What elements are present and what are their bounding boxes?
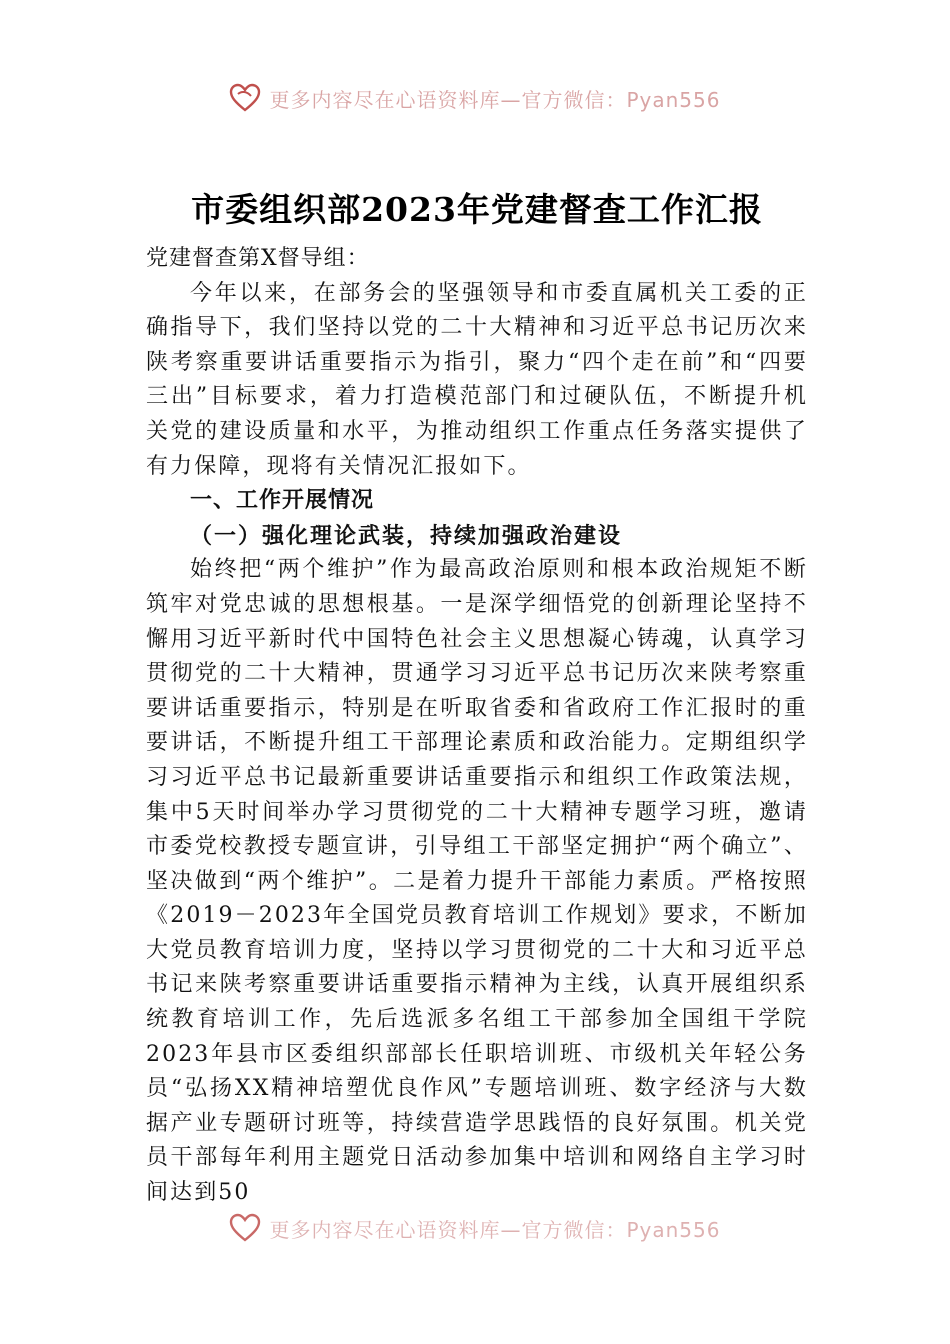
section-heading-1: 一、工作开展情况: [190, 488, 375, 514]
document-title: 市委组织部2023年党建督查工作汇报: [191, 190, 763, 229]
document-page: [146, 186, 808, 1211]
subsection-heading-1: （一）强化理论武装，持续加强政治建设: [190, 522, 623, 549]
watermark-text: 更多内容尽在心语资料库—官方微信：Pyan556: [269, 87, 721, 112]
watermark-header: [0, 82, 950, 114]
salutation: 党建督查第X督导组：: [146, 246, 370, 271]
heart-logo-icon: [229, 1212, 261, 1244]
watermark-text: 更多内容尽在心语资料库—官方微信：Pyan556: [269, 1217, 721, 1242]
watermark-footer: [0, 1212, 950, 1244]
heart-logo-icon: [229, 82, 261, 114]
subsection-body-1: 始终把“两个维护”作为最高政治原则和根本政治规矩不断筑牢对党忠诚的思想根基。一是深学细悟党的创新理论坚持不懈用习近平新时代中国特色社会主义思想凝心铸魂，认真学习贯彻党的二十大精神，贯通学习习近平总书记历次来陕考察重要讲话重要指示，特别是在听取省委和省政府工作汇报时的重要讲话，不断提升组工干部理论素质和政治能力。定期组织学习习近平总书记最新重要讲话重要指示和组织工作政策法规，集中5天时间举办学习贯彻党的二十大精神专题学习班，邀请市委党校教授专题宣讲，引导组工干部坚定拥护“两个确立”、坚决做到“两个维护”。二是着力提升干部能力素质。严格按照《2019－2023年全国党员教育培训工作规划》要求，不断加大党员教育培训力度，坚持以学习贯彻党的二十大和习近平总书记来陕考察重要讲话重要指示精神为主线，认真开展组织系统教育培训工作，先后选派多名组工干部参加全国组干学院2023年县市区委组织部部长任职培训班、市级机关年轻公务员“弘扬XX精神培塑优良作风”专题培训班、数字经济与大数据产业专题研讨班等，持续营造学思践悟的良好氛围。机关党员干部每年利用主题党日活动参加集中培训和网络自主学习时间达到50: [146, 557, 808, 1206]
intro-paragraph: 今年以来，在部务会的坚强领导和市委直属机关工委的正确指导下，我们坚持以党的二十大精神和习近平总书记历次来陕考察重要讲话重要指示为指引，聚力“四个走在前”和“四要三出”目标要求，着力打造模范部门和过硬队伍，不断提升机关党的建设质量和水平，为推动组织工作重点任务落实提供了有力保障，现将有关情况汇报如下。: [146, 280, 808, 479]
